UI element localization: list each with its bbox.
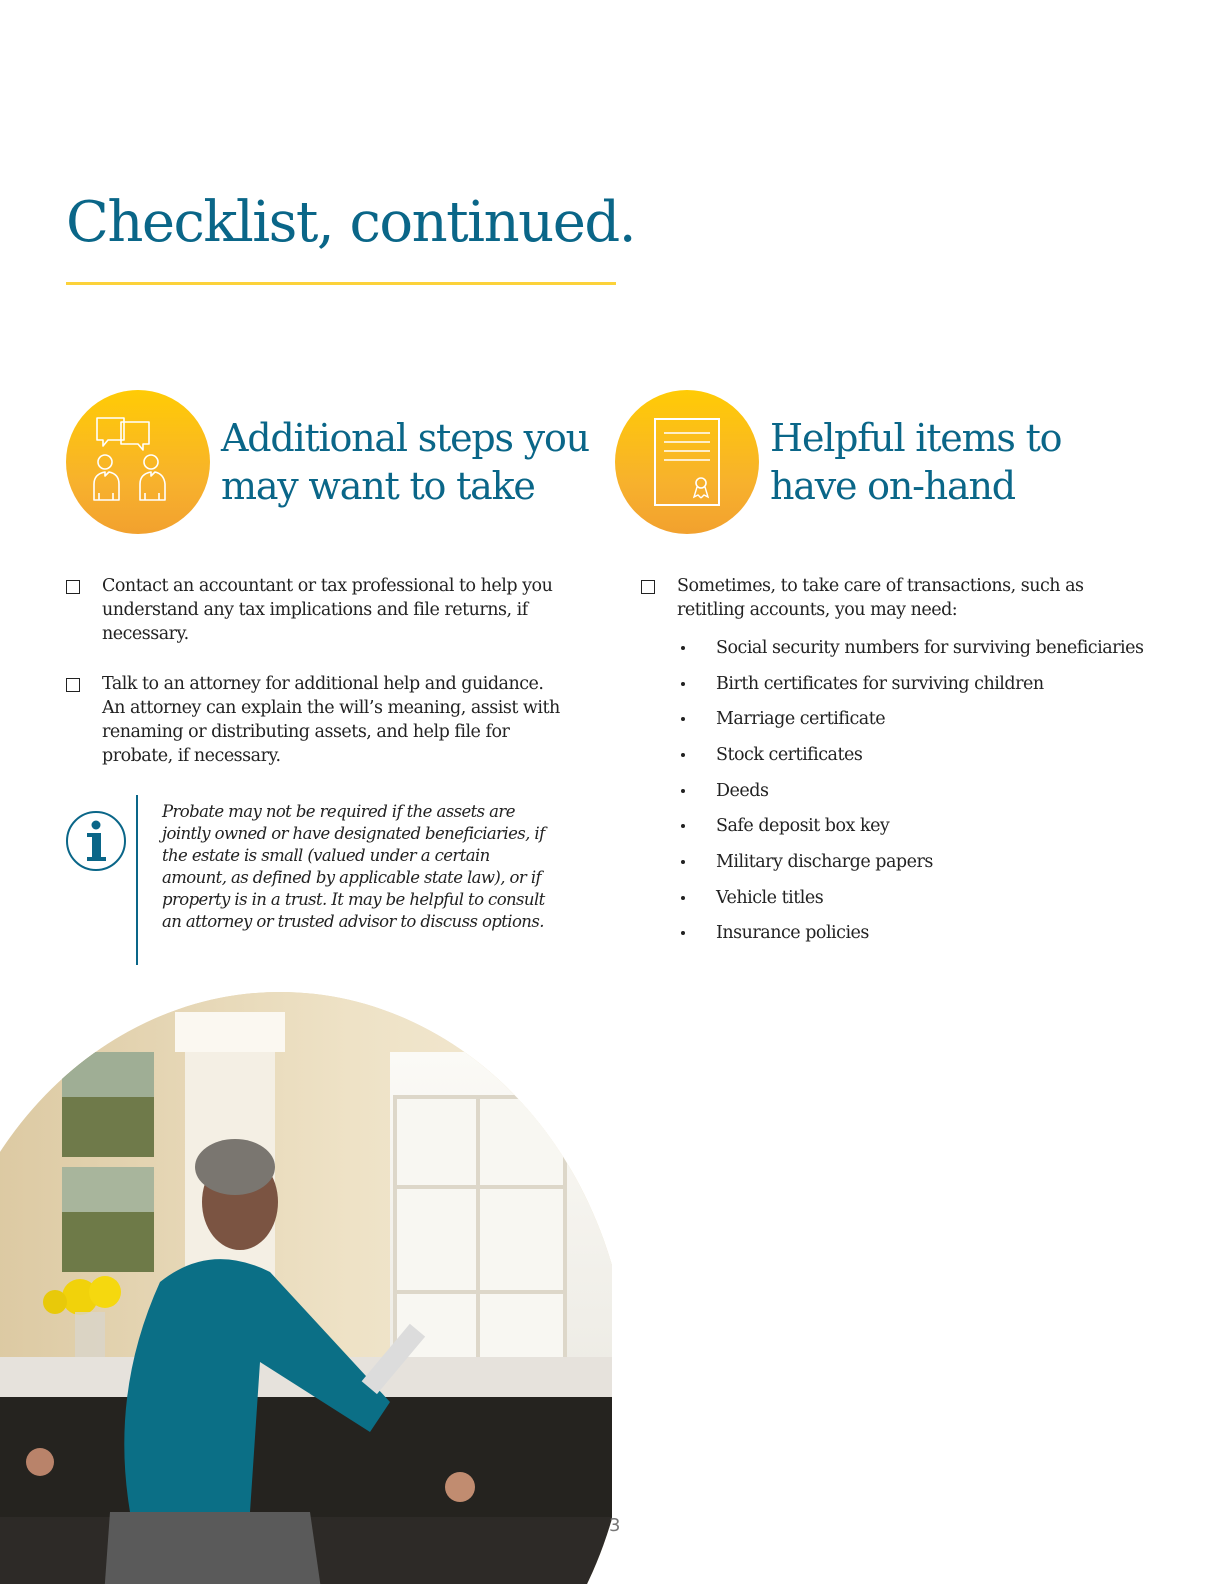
list-item [677, 701, 1181, 737]
checklist-item-text: Talk to an attorney for additional help and guidance. An attorney can explain the will’s meaning, assist with renaming or distributing assets, and help file for probate, if necessary. [102, 674, 560, 766]
section-title [770, 414, 1061, 510]
list-item [677, 630, 1181, 666]
page-number: 3 [609, 1515, 621, 1536]
list-item [677, 844, 1181, 880]
bullet-icon [681, 717, 685, 721]
list-item-text: Stock certificates [716, 744, 863, 765]
list-item-text: Vehicle titles [716, 887, 824, 908]
helpful-items-checklist [641, 574, 1181, 951]
list-item [677, 773, 1181, 809]
list-item [677, 880, 1181, 916]
list-item-text: Deeds [716, 780, 769, 801]
title-divider [66, 282, 616, 285]
list-item [677, 666, 1181, 702]
section-title-line-2: may want to take [221, 464, 535, 508]
list-item [677, 916, 1181, 952]
list-item-text: Military discharge papers [716, 851, 933, 872]
checkbox[interactable] [641, 580, 655, 594]
woman-with-tablet-photo [0, 992, 612, 1584]
bullet-icon [681, 753, 685, 757]
page-title: Checklist, continued. [66, 190, 635, 255]
checkbox[interactable] [66, 678, 80, 692]
photo-circle [0, 992, 612, 1584]
section-title-line-1: Additional steps you [221, 416, 589, 460]
bullet-icon [681, 789, 685, 793]
bullet-icon [681, 896, 685, 900]
list-item-text: Birth certificates for surviving children [716, 673, 1044, 694]
list-item [677, 737, 1181, 773]
list-item-text: Insurance policies [716, 923, 869, 944]
checklist-item [66, 672, 566, 768]
helpful-items-sublist [677, 630, 1181, 951]
bullet-icon [681, 824, 685, 828]
section-title-line-2: have on-hand [770, 464, 1015, 508]
checklist-item [66, 574, 566, 646]
list-item-text: Social security numbers for surviving beneficiaries [716, 637, 1144, 658]
section-title [221, 414, 589, 510]
bullet-icon [681, 931, 685, 935]
bullet-icon [681, 860, 685, 864]
section-header-helpful-items [615, 390, 1061, 534]
checklist-item-text: Contact an accountant or tax professional to help you understand any tax implications and file returns, if necessary. [102, 576, 553, 644]
checklist-item [641, 574, 1181, 951]
info-divider [136, 795, 138, 965]
additional-steps-checklist [66, 574, 566, 794]
probate-info-note [66, 795, 546, 965]
bullet-icon [681, 682, 685, 686]
certificate-document-icon [615, 390, 759, 534]
section-title-line-1: Helpful items to [770, 416, 1062, 460]
bullet-icon [681, 646, 685, 650]
section-header-additional-steps [66, 390, 589, 534]
checklist-item-text: Sometimes, to take care of transactions, such as retitling accounts, you may need: [677, 576, 1084, 620]
list-item-text: Safe deposit box key [716, 816, 890, 837]
info-icon [66, 811, 126, 871]
list-item [677, 808, 1181, 844]
info-note-text: Probate may not be required if the assets are jointly owned or have designated beneficiaries, if the estate is small (valued under a certain amount, as defined by applicable state law), or if property is in a trust. It may be helpful to consult an attorney or trusted advisor to discuss options. [162, 802, 545, 931]
list-item-text: Marriage certificate [716, 709, 886, 730]
two-people-conversation-icon [66, 390, 210, 534]
checkbox[interactable] [66, 580, 80, 594]
